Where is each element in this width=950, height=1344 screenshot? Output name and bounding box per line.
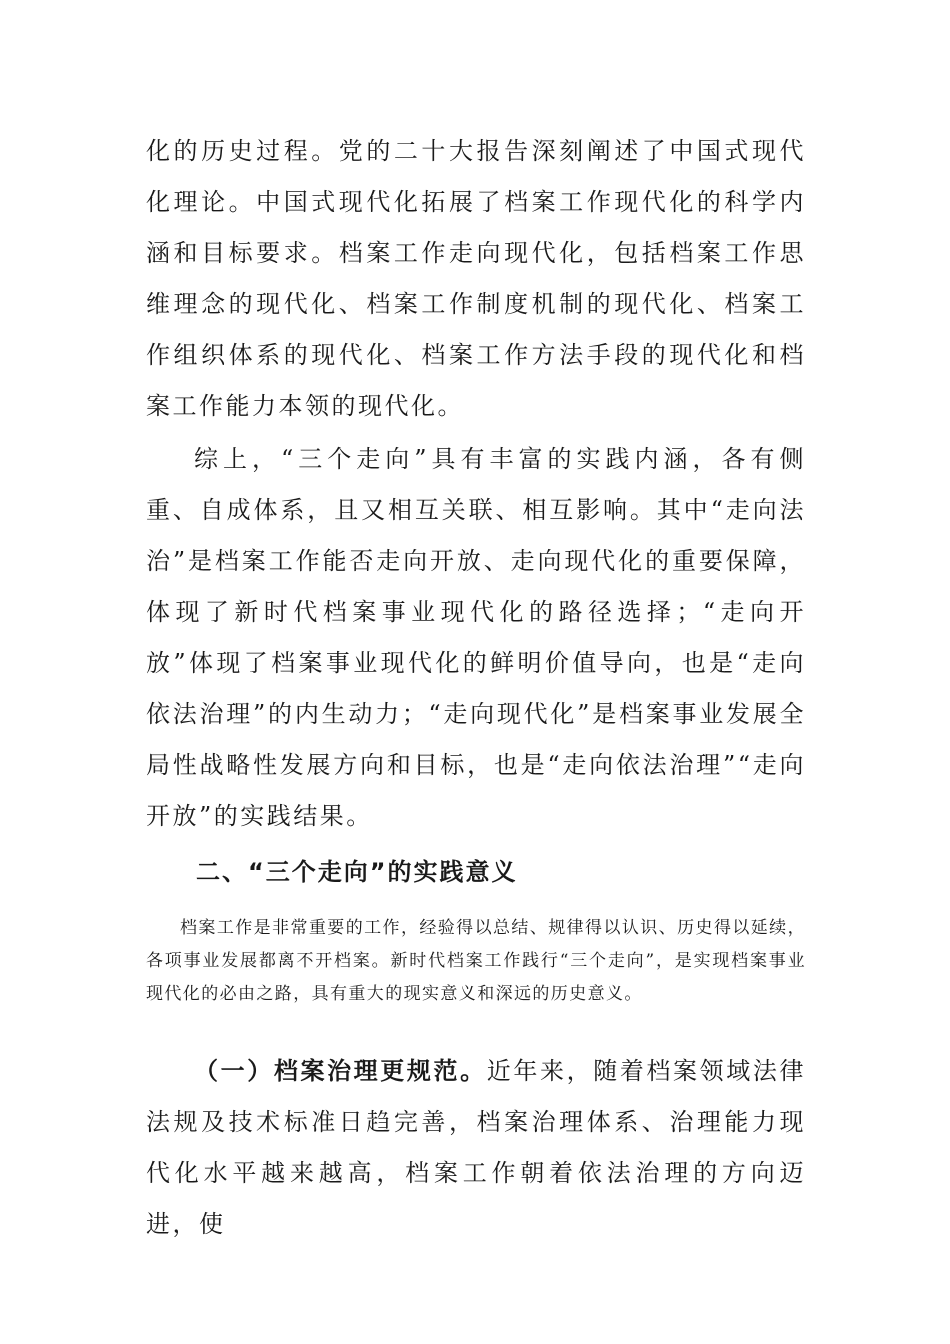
section-heading: 二、“三个走向”的实践意义: [196, 858, 518, 886]
paragraph-text: 化的历史过程。党的二十大报告深刻阐述了中国式现代化理论。中国式现代化拓展了档案工作现代化的科学内涵和目标要求。档案工作走向现代化，包括档案工作思维理念的现代化、档案工作制度机制的现代化、档案工作组织体系的现代化、档案工作方法手段的现代化和档案工作能力本领的现代化。: [146, 137, 806, 420]
paragraph-continuation: [146, 126, 806, 432]
paragraph-subsection-1: [146, 1046, 806, 1250]
subsection-title: （一）档案治理更规范。: [194, 1057, 487, 1085]
paragraph-summary: [146, 434, 806, 842]
paragraph-text: 档案工作是非常重要的工作，经验得以总结、规律得以认识、历史得以延续，各项事业发展都离不开档案。新时代档案工作践行“三个走向”，是实现档案事业现代化的必由之路，具有重大的现实意义和深远的历史意义。: [146, 918, 806, 1004]
paragraph-intro: [146, 912, 806, 1011]
paragraph-text: [146, 1046, 806, 1250]
paragraph-text: 综上，“三个走向”具有丰富的实践内涵，各有侧重、自成体系，且又相互关联、相互影响。其中“走向法治”是档案工作能否走向开放、走向现代化的重要保障，体现了新时代档案事业现代化的路径选择；“走向开放”体现了档案事业现代化的鲜明价值导向，也是“走向依法治理”的内生动力；“走向现代化”是档案事业发展全局性战略性发展方向和目标，也是“走向依法治理”“走向开放”的实践结果。: [146, 445, 806, 830]
subsection-body: 近年来，随着档案领域法律法规及技术标准日趋完善，档案治理体系、治理能力现代化水平越来越高，档案工作朝着依法治理的方向迈进，使: [146, 1057, 806, 1238]
